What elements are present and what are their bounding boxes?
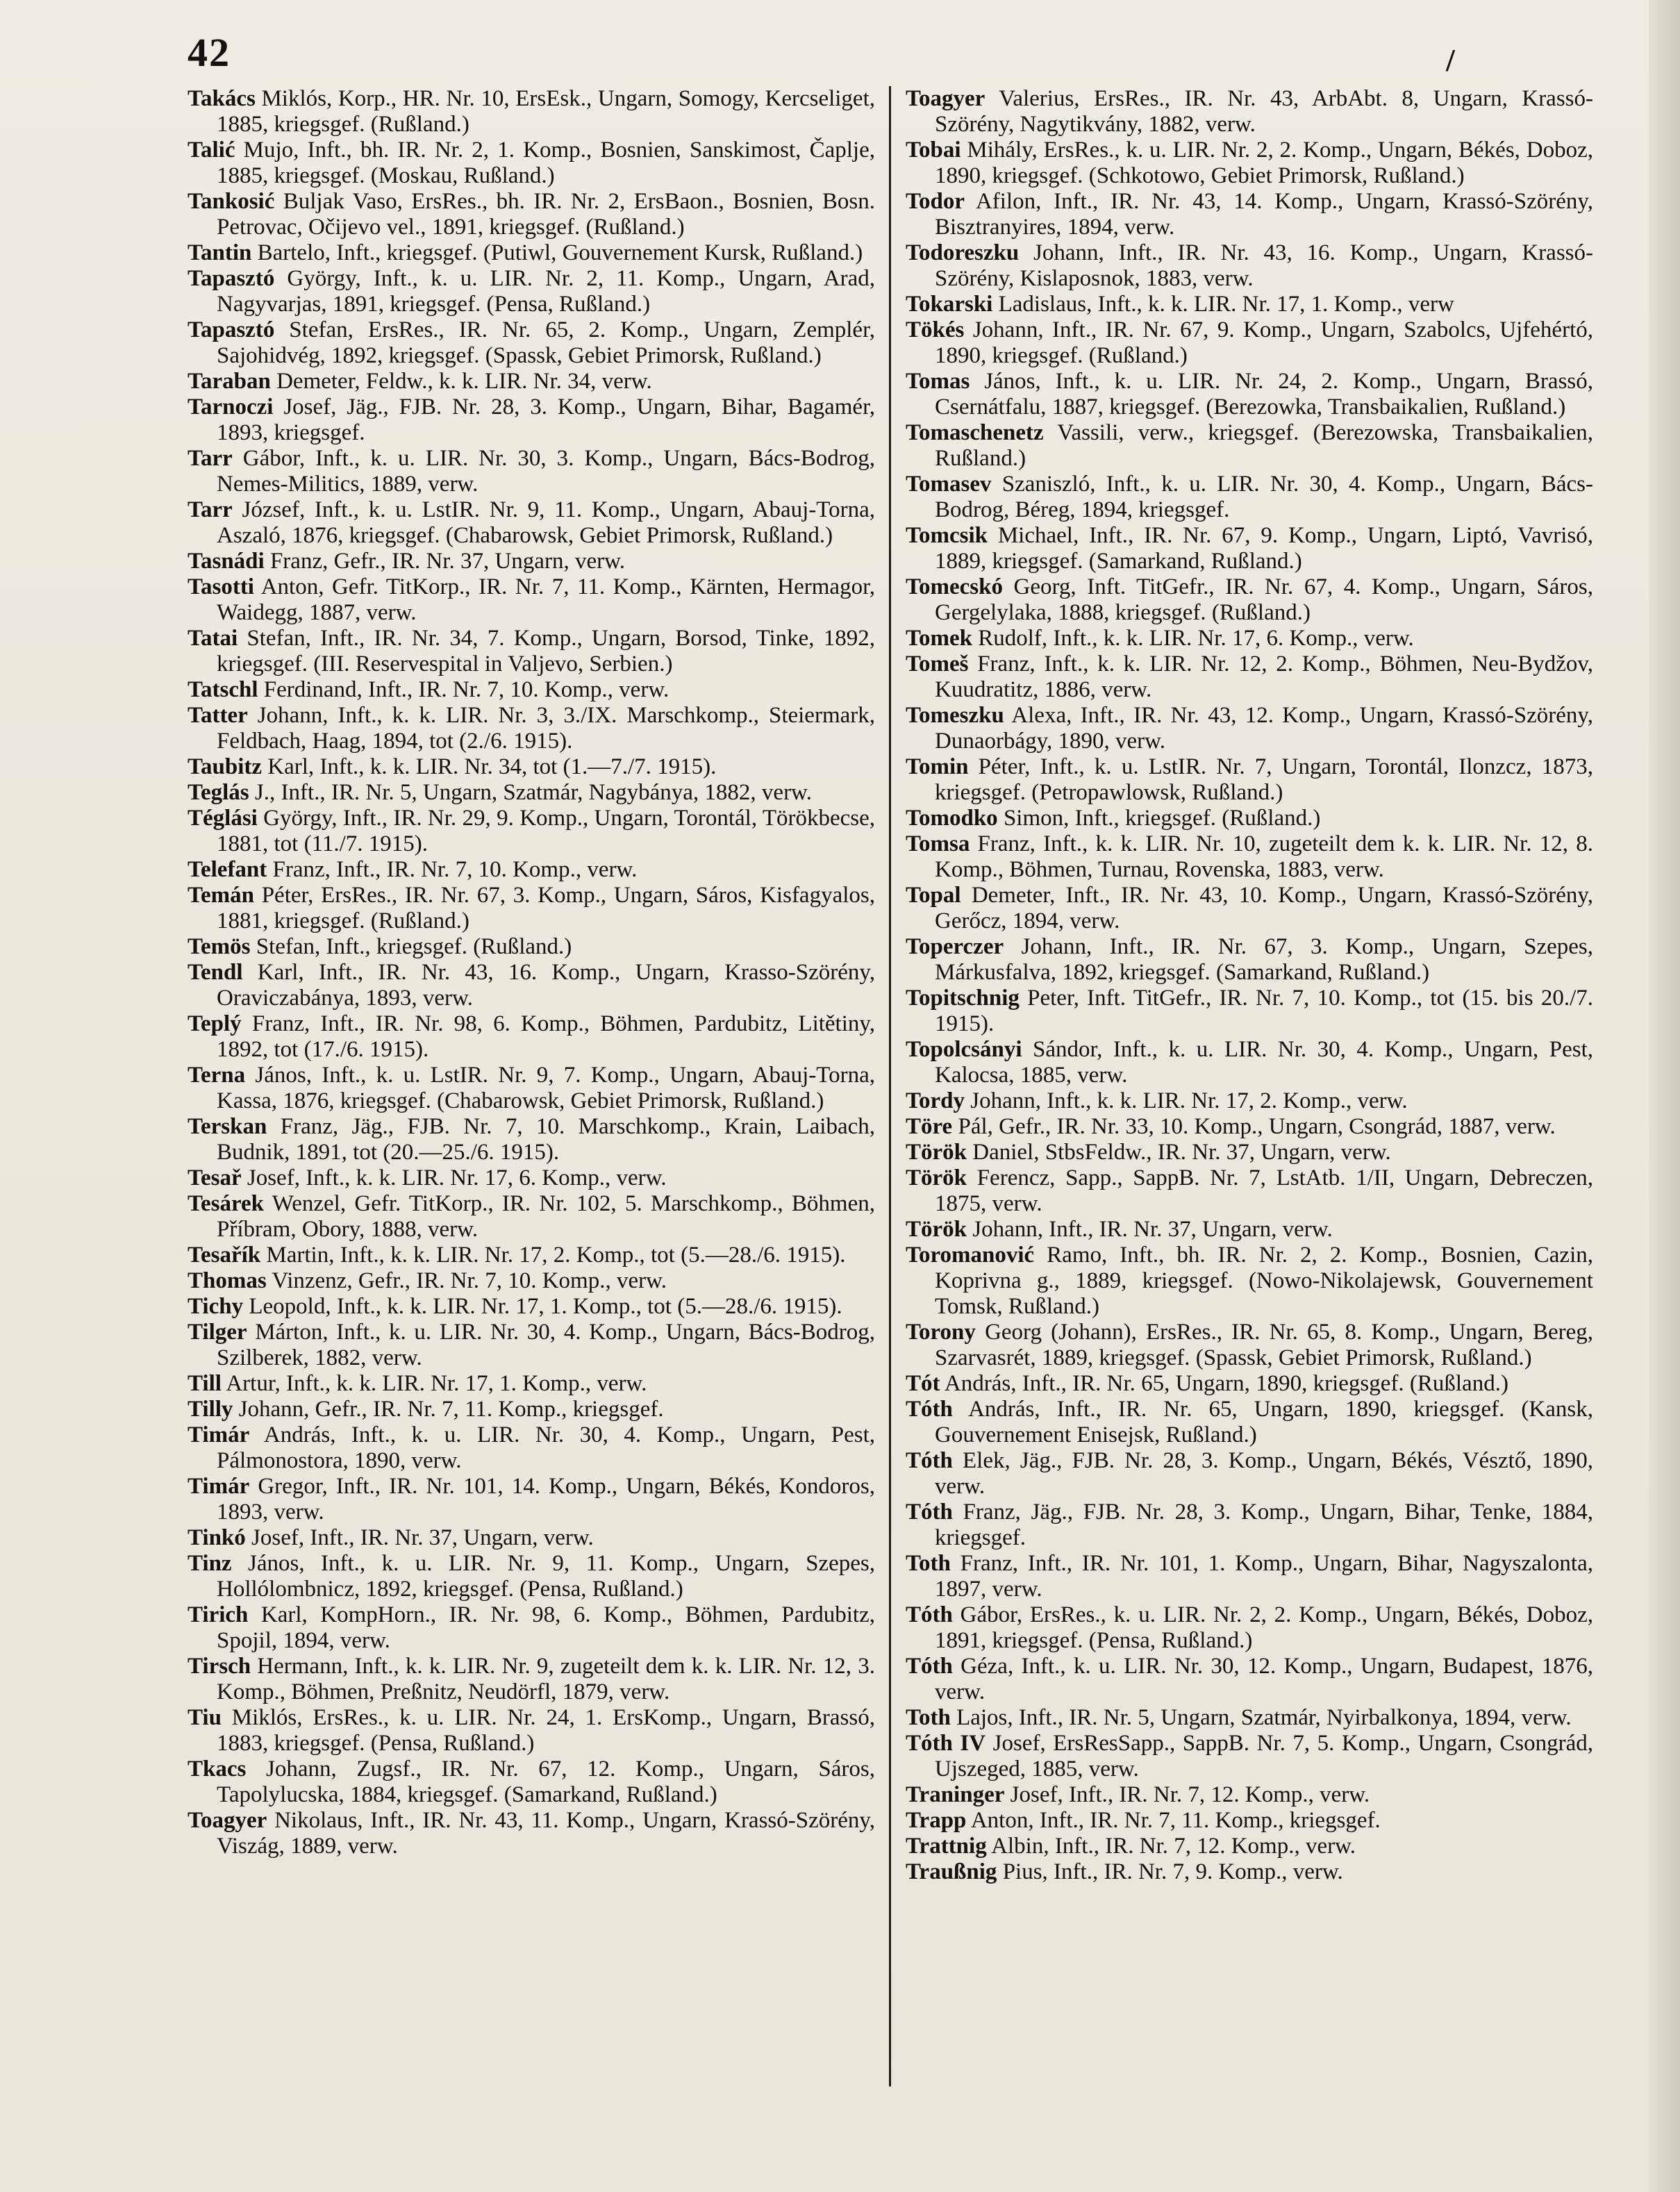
page-edge-shadow xyxy=(1649,0,1680,2192)
casualty-entry xyxy=(188,1063,875,1114)
entry-surname: Török xyxy=(906,1165,967,1190)
casualty-entry xyxy=(188,806,875,857)
entry-surname: Tomas xyxy=(906,369,970,394)
entry-details: Bartelo, Inft., kriegsgef. (Putiwl, Gouvernement Kursk, Rußland.) xyxy=(251,240,863,265)
casualty-entry xyxy=(906,1114,1593,1140)
entry-details: Stefan, ErsRes., IR. Nr. 65, 2. Komp., Ungarn, Zemplér, Sajohidvég, 1892, kriegsgef. (Spassk, Gebiet Primorsk, Rußland.) xyxy=(217,317,875,368)
entry-surname: Tomcsik xyxy=(906,523,988,548)
casualty-entry xyxy=(188,574,875,626)
entry-details: Michael, Inft., IR. Nr. 67, 9. Komp., Ungarn, Liptó, Vavrisó, 1889, kriegsgef. (Samarkand, Rußland.) xyxy=(935,523,1593,574)
casualty-entry xyxy=(906,1217,1593,1243)
entry-surname: Tomeszku xyxy=(906,703,1004,728)
casualty-entry xyxy=(906,317,1593,369)
casualty-entry xyxy=(188,1011,875,1063)
casualty-entry xyxy=(188,395,875,446)
entry-details: Szaniszló, Inft., k. u. LIR. Nr. 30, 4. Komp., Ungarn, Bács-Bodrog, Béreg, 1894, kriegsgef. xyxy=(935,472,1593,522)
entry-surname: Tóth IV xyxy=(906,1731,986,1756)
casualty-entry xyxy=(906,1320,1593,1371)
entry-surname: Topitschnig xyxy=(906,986,1020,1011)
entry-surname: Tökés xyxy=(906,317,965,342)
casualty-entry xyxy=(188,960,875,1011)
entry-surname: Tóth xyxy=(906,1500,953,1525)
casualty-entry xyxy=(188,754,875,780)
entry-surname: Téglási xyxy=(188,806,258,831)
entry-details: Karl, KompHorn., IR. Nr. 98, 6. Komp., Böhmen, Pardubitz, Spojil, 1894, verw. xyxy=(217,1602,875,1653)
entry-surname: Tinz xyxy=(188,1551,232,1576)
entry-details: Franz, Jäg., FJB. Nr. 28, 3. Komp., Ungarn, Bihar, Tenke, 1884, kriegsgef. xyxy=(935,1500,1593,1550)
casualty-entry xyxy=(188,1422,875,1474)
entry-details: Alexa, Inft., IR. Nr. 43, 12. Komp., Ungarn, Krassó-Szörény, Dunaorbágy, 1890, verw. xyxy=(935,703,1593,754)
entry-surname: Telefant xyxy=(188,857,267,882)
entry-surname: Tomek xyxy=(906,626,972,651)
entry-details: József, Inft., k. u. LstIR. Nr. 9, 11. Komp., Ungarn, Abauj-Torna, Aszaló, 1876, kriegsgef. (Chabarowsk, Gebiet Primorsk, Rußland.) xyxy=(217,497,875,548)
casualty-entry xyxy=(906,574,1593,626)
entry-details: Josef, ErsResSapp., SappB. Nr. 7, 5. Komp., Ungarn, Csongrád, Ujszeged, 1885, verw. xyxy=(935,1731,1593,1782)
entry-surname: Tomaschenetz xyxy=(906,420,1044,445)
entry-details: Miklós, ErsRes., k. u. LIR. Nr. 24, 1. ErsKomp., Ungarn, Brassó, 1883, kriegsgef. (Pensa, Rußland.) xyxy=(217,1705,875,1756)
entry-details: Hermann, Inft., k. k. LIR. Nr. 9, zugeteilt dem k. k. LIR. Nr. 12, 3. Komp., Böhmen, Preßnitz, Neudörfl, 1879, verw. xyxy=(217,1654,875,1704)
entry-details: Vinzenz, Gefr., IR. Nr. 7, 10. Komp., verw. xyxy=(266,1268,667,1293)
entry-surname: Tirich xyxy=(188,1602,249,1627)
casualty-entry xyxy=(188,497,875,549)
entry-surname: Tatai xyxy=(188,626,238,651)
casualty-entry xyxy=(188,86,875,138)
entry-details: Mujo, Inft., bh. IR. Nr. 2, 1. Komp., Bosnien, Sanskimost, Čaplje, 1885, kriegsgef. (Moskau, Rußland.) xyxy=(217,138,875,188)
entry-details: Simon, Inft., kriegsgef. (Rußland.) xyxy=(997,806,1321,831)
entry-details: Georg (Johann), ErsRes., IR. Nr. 65, 8. Komp., Ungarn, Bereg, Szarvasrét, 1889, kriegsgef. (Spassk, Gebiet Primorsk, Rußland.) xyxy=(935,1320,1593,1370)
entry-details: Franz, Inft., k. k. LIR. Nr. 12, 2. Komp., Böhmen, Neu-Bydžov, Kuudratitz, 1886, verw. xyxy=(935,651,1593,702)
entry-surname: Tokarski xyxy=(906,292,993,317)
entry-details: János, Inft., k. u. LIR. Nr. 24, 2. Komp., Ungarn, Brassó, Csernátfalu, 1887, kriegsgef. (Berezowka, Transbaikalien, Rußland.) xyxy=(935,369,1593,420)
entry-details: Vassili, verw., kriegsgef. (Berezowska, Transbaikalien, Rußland.) xyxy=(935,420,1593,471)
entry-surname: Talić xyxy=(188,138,235,163)
entry-surname: Tomin xyxy=(906,754,969,779)
casualty-entry xyxy=(188,1757,875,1808)
casualty-entry xyxy=(906,986,1593,1037)
entry-details: Karl, Inft., IR. Nr. 43, 16. Komp., Ungarn, Krasso-Szörény, Oraviczabánya, 1893, verw. xyxy=(217,960,875,1011)
casualty-entry xyxy=(906,1448,1593,1500)
entry-surname: Tobai xyxy=(906,138,961,163)
entry-details: Franz, Inft., k. k. LIR. Nr. 10, zugeteilt dem k. k. LIR. Nr. 12, 8. Komp., Böhmen, Turnau, Rovenska, 1883, verw. xyxy=(935,831,1593,882)
entry-details: Johann, Inft., k. k. LIR. Nr. 17, 2. Komp., verw. xyxy=(964,1088,1408,1113)
casualty-entry xyxy=(906,1782,1593,1808)
entry-details: Péter, Inft., k. u. LstIR. Nr. 7, Ungarn, Torontál, Ilonzcz, 1873, kriegsgef. (Petropawlowsk, Rußland.) xyxy=(935,754,1593,805)
casualty-entry xyxy=(906,420,1593,472)
entry-surname: Tirsch xyxy=(188,1654,251,1679)
casualty-entry xyxy=(188,138,875,189)
entry-surname: Takács xyxy=(188,86,256,111)
entry-surname: Tóth xyxy=(906,1602,953,1627)
entry-surname: Timár xyxy=(188,1422,250,1447)
casualty-entry xyxy=(906,651,1593,703)
entry-details: Josef, Inft., IR. Nr. 7, 12. Komp., verw. xyxy=(1004,1782,1370,1807)
casualty-entry xyxy=(188,189,875,240)
entry-details: Valerius, ErsRes., IR. Nr. 43, ArbAbt. 8, Ungarn, Krassó-Szörény, Nagytikvány, 1882, verw. xyxy=(935,86,1593,137)
entry-details: Anton, Inft., IR. Nr. 7, 11. Komp., kriegsgef. xyxy=(966,1808,1381,1833)
casualty-entry xyxy=(188,677,875,703)
casualty-entry xyxy=(188,1525,875,1551)
casualty-entry xyxy=(906,1243,1593,1320)
casualty-entry xyxy=(188,1165,875,1191)
entry-surname: Taubitz xyxy=(188,754,262,779)
entry-details: Pál, Gefr., IR. Nr. 33, 10. Komp., Ungarn, Csongrád, 1887, verw. xyxy=(952,1114,1556,1139)
entry-surname: Todor xyxy=(906,189,965,214)
casualty-entry xyxy=(906,703,1593,754)
entry-surname: Torony xyxy=(906,1320,976,1345)
entry-details: György, Inft., IR. Nr. 29, 9. Komp., Ungarn, Torontál, Törökbecse, 1881, tot (11./7. 1915). xyxy=(217,806,875,856)
entry-surname: Toperczer xyxy=(906,934,1004,959)
entry-surname: Tóth xyxy=(906,1448,953,1473)
casualty-entry xyxy=(906,883,1593,934)
casualty-entry xyxy=(906,1859,1593,1885)
entry-details: György, Inft., k. u. LIR. Nr. 2, 11. Komp., Ungarn, Arad, Nagyvarjas, 1891, kriegsgef. (Pensa, Rußland.) xyxy=(217,266,875,317)
entry-details: Johann, Inft., k. k. LIR. Nr. 3, 3./IX. Marschkomp., Steiermark, Feldbach, Haag, 1894, tot (2./6. 1915). xyxy=(217,703,875,754)
entry-details: Artur, Inft., k. k. LIR. Nr. 17, 1. Komp., verw. xyxy=(221,1371,647,1396)
left-column xyxy=(188,86,875,2142)
entry-surname: Török xyxy=(906,1140,967,1165)
entry-details: Márton, Inft., k. u. LIR. Nr. 30, 4. Komp., Ungarn, Bács-Bodrog, Szilberek, 1882, verw. xyxy=(217,1320,875,1370)
entry-surname: Taraban xyxy=(188,369,271,394)
entry-details: Stefan, Inft., kriegsgef. (Rußland.) xyxy=(250,934,572,959)
casualty-entry xyxy=(188,883,875,934)
entry-details: Karl, Inft., k. k. LIR. Nr. 34, tot (1.—7./7. 1915). xyxy=(262,754,717,779)
column-divider xyxy=(889,86,891,2086)
entry-surname: Timár xyxy=(188,1474,250,1499)
entry-details: Johann, Inft., IR. Nr. 67, 3. Komp., Ungarn, Szepes, Márkusfalva, 1892, kriegsgef. (Samarkand, Rußland.) xyxy=(935,934,1593,985)
entry-surname: Topolcsányi xyxy=(906,1037,1022,1062)
entry-surname: Teplý xyxy=(188,1011,242,1036)
casualty-entry xyxy=(906,1654,1593,1705)
casualty-entry xyxy=(188,1397,875,1422)
casualty-entry xyxy=(906,86,1593,138)
casualty-entry xyxy=(906,754,1593,806)
entry-surname: Tiu xyxy=(188,1705,222,1730)
entry-surname: Török xyxy=(906,1217,967,1242)
entry-details: Gregor, Inft., IR. Nr. 101, 14. Komp., Ungarn, Békés, Kondoros, 1893, verw. xyxy=(217,1474,875,1525)
casualty-entry xyxy=(188,857,875,883)
casualty-entry xyxy=(906,189,1593,240)
page-number: 42 xyxy=(188,30,231,75)
entry-surname: Toagyer xyxy=(188,1808,267,1833)
entry-surname: Tomeš xyxy=(906,651,969,676)
casualty-entry xyxy=(906,369,1593,420)
entry-surname: Tendl xyxy=(188,960,243,985)
entry-details: Ramo, Inft., bh. IR. Nr. 2, 2. Komp., Bosnien, Cazin, Koprivna g., 1889, kriegsgef. (Nowo-Nikolajewsk, Gouvernement Tomsk, Rußland.) xyxy=(935,1243,1593,1319)
entry-details: Leopold, Inft., k. k. LIR. Nr. 17, 1. Komp., tot (5.—28./6. 1915). xyxy=(243,1294,842,1319)
entry-surname: Tilger xyxy=(188,1320,247,1345)
casualty-entry xyxy=(906,1037,1593,1088)
entry-details: Wenzel, Gefr. TitKorp., IR. Nr. 102, 5. Marschkomp., Böhmen, Příbram, Obory, 1888, verw. xyxy=(217,1191,875,1242)
entry-surname: Tarnoczi xyxy=(188,395,274,420)
casualty-entry xyxy=(906,1731,1593,1782)
casualty-entry xyxy=(188,626,875,677)
casualty-entry xyxy=(906,523,1593,574)
casualty-entry xyxy=(188,1294,875,1320)
entry-details: Josef, Inft., IR. Nr. 37, Ungarn, verw. xyxy=(245,1525,594,1550)
casualty-entry xyxy=(906,1834,1593,1859)
entry-surname: Tesárek xyxy=(188,1191,265,1216)
entry-details: J., Inft., IR. Nr. 5, Ungarn, Szatmár, Nagybánya, 1882, verw. xyxy=(249,780,812,805)
entry-surname: Terna xyxy=(188,1063,246,1088)
entry-surname: Traußnig xyxy=(906,1859,997,1884)
entry-details: Martin, Inft., k. k. LIR. Nr. 17, 2. Komp., tot (5.—28./6. 1915). xyxy=(260,1243,846,1268)
entry-surname: Tarr xyxy=(188,497,233,522)
casualty-entry xyxy=(188,317,875,369)
entry-surname: Toagyer xyxy=(906,86,985,111)
entry-surname: Tóth xyxy=(906,1397,953,1422)
entry-surname: Tkacs xyxy=(188,1757,247,1782)
entry-surname: Tomecskó xyxy=(906,574,1003,599)
entry-details: Nikolaus, Inft., IR. Nr. 43, 11. Komp., Ungarn, Krassó-Szörény, Viszág, 1889, verw. xyxy=(217,1808,875,1859)
casualty-entry xyxy=(906,240,1593,292)
entry-details: Albin, Inft., IR. Nr. 7, 12. Komp., verw. xyxy=(986,1834,1356,1859)
entry-surname: Tapasztó xyxy=(188,266,275,291)
entry-surname: Teglás xyxy=(188,780,249,805)
casualty-entry xyxy=(188,1654,875,1705)
casualty-entry xyxy=(906,292,1593,317)
casualty-entry xyxy=(906,626,1593,651)
right-column xyxy=(906,86,1593,2142)
entry-details: Stefan, Inft., IR. Nr. 34, 7. Komp., Ungarn, Borsod, Tinke, 1892, kriegsgef. (III. Reservespital in Valjevo, Serbien.) xyxy=(217,626,875,676)
entry-surname: Topal xyxy=(906,883,961,908)
entry-details: Franz, Inft., IR. Nr. 7, 10. Komp., verw. xyxy=(267,857,638,882)
casualty-entry xyxy=(906,1705,1593,1731)
entry-details: Mihály, ErsRes., k. u. LIR. Nr. 2, 2. Komp., Ungarn, Békés, Doboz, 1890, kriegsgef. (Schkotowo, Gebiet Primorsk, Rußland.) xyxy=(935,138,1593,188)
casualty-entry xyxy=(188,1268,875,1294)
entry-details: Peter, Inft. TitGefr., IR. Nr. 7, 10. Komp., tot (15. bis 20./7. 1915). xyxy=(935,986,1593,1036)
entry-details: Johann, Inft., IR. Nr. 43, 16. Komp., Ungarn, Krassó-Szörény, Kislaposnok, 1883, verw. xyxy=(935,240,1593,291)
entry-details: Miklós, Korp., HR. Nr. 10, ErsEsk., Ungarn, Somogy, Kercseliget, 1885, kriegsgef. (Rußland.) xyxy=(217,86,875,137)
casualty-entry xyxy=(188,1474,875,1525)
entry-surname: Temán xyxy=(188,883,254,908)
entry-surname: Trattnig xyxy=(906,1834,987,1859)
entry-surname: Tomodko xyxy=(906,806,998,831)
entry-surname: Tasotti xyxy=(188,574,254,599)
casualty-entry xyxy=(906,472,1593,523)
entry-surname: Traninger xyxy=(906,1782,1005,1807)
entry-details: Franz, Inft., IR. Nr. 98, 6. Komp., Böhmen, Pardubitz, Litětiny, 1892, tot (17./6. 1915). xyxy=(217,1011,875,1062)
casualty-entry xyxy=(188,1114,875,1165)
entry-surname: Tichy xyxy=(188,1294,244,1319)
entry-surname: Tasnádi xyxy=(188,549,265,574)
casualty-entry xyxy=(188,703,875,754)
entry-details: Josef, Inft., k. k. LIR. Nr. 17, 6. Komp., verw. xyxy=(241,1165,667,1190)
entry-details: Pius, Inft., IR. Nr. 7, 9. Komp., verw. xyxy=(997,1859,1343,1884)
entry-surname: Terskan xyxy=(188,1114,267,1139)
entry-details: Buljak Vaso, ErsRes., bh. IR. Nr. 2, ErsBaon., Bosnien, Bosn. Petrovac, Očijevo vel., 1891, kriegsgef. (Rußland.) xyxy=(217,189,875,240)
entry-surname: Todoreszku xyxy=(906,240,1020,265)
casualty-entry xyxy=(188,1371,875,1397)
casualty-entry xyxy=(906,1165,1593,1217)
entry-surname: Toth xyxy=(906,1551,951,1576)
entry-details: Demeter, Inft., IR. Nr. 43, 10. Komp., Ungarn, Krassó-Szörény, Gerőcz, 1894, verw. xyxy=(935,883,1593,933)
entry-details: Franz, Jäg., FJB. Nr. 7, 10. Marschkomp., Krain, Laibach, Budnik, 1891, tot (20.—25./6. 1915). xyxy=(217,1114,875,1165)
casualty-entry xyxy=(188,1551,875,1602)
entry-surname: Tóth xyxy=(906,1654,953,1679)
casualty-entry xyxy=(188,240,875,266)
entry-details: Ferdinand, Inft., IR. Nr. 7, 10. Komp., verw. xyxy=(258,677,669,702)
entry-surname: Till xyxy=(188,1371,222,1396)
entry-details: Franz, Inft., IR. Nr. 101, 1. Komp., Ungarn, Bihar, Nagyszalonta, 1897, verw. xyxy=(935,1551,1593,1602)
entry-surname: Tinkó xyxy=(188,1525,246,1550)
entry-details: Rudolf, Inft., k. k. LIR. Nr. 17, 6. Komp., verw. xyxy=(972,626,1414,651)
entry-details: Sándor, Inft., k. u. LIR. Nr. 30, 4. Komp., Ungarn, Pest, Kalocsa, 1885, verw. xyxy=(935,1037,1593,1088)
entry-details: Lajos, Inft., IR. Nr. 5, Ungarn, Szatmár, Nyirbalkonya, 1894, verw. xyxy=(950,1705,1572,1730)
entry-details: János, Inft., k. u. LIR. Nr. 9, 11. Komp., Ungarn, Szepes, Hollólombnicz, 1892, kriegsgef. (Pensa, Rußland.) xyxy=(217,1551,875,1602)
entry-details: Georg, Inft. TitGefr., IR. Nr. 67, 4. Komp., Ungarn, Sáros, Gergelylaka, 1888, kriegsgef. (Rußland.) xyxy=(935,574,1593,625)
entry-details: Ladislaus, Inft., k. k. LIR. Nr. 17, 1. Komp., verw xyxy=(992,292,1454,317)
casualty-entry xyxy=(906,1551,1593,1602)
entry-surname: Toromanović xyxy=(906,1243,1035,1268)
casualty-entry xyxy=(188,446,875,497)
entry-details: Géza, Inft., k. u. LIR. Nr. 30, 12. Komp., Ungarn, Budapest, 1876, verw. xyxy=(935,1654,1593,1704)
entry-surname: Tesařík xyxy=(188,1243,261,1268)
casualty-entry xyxy=(906,1602,1593,1654)
entry-details: Elek, Jäg., FJB. Nr. 28, 3. Komp., Ungarn, Békés, Vésztő, 1890, verw. xyxy=(935,1448,1593,1499)
entry-surname: Töre xyxy=(906,1114,953,1139)
entry-surname: Tót xyxy=(906,1371,940,1396)
casualty-entry xyxy=(188,1705,875,1757)
casualty-entry xyxy=(906,1808,1593,1834)
entry-details: Ferencz, Sapp., SappB. Nr. 7, LstAtb. 1/II, Ungarn, Debreczen, 1875, verw. xyxy=(935,1165,1593,1216)
casualty-entry xyxy=(188,266,875,317)
entry-surname: Tatschl xyxy=(188,677,258,702)
casualty-entry xyxy=(906,1500,1593,1551)
entry-surname: Tapasztó xyxy=(188,317,275,342)
casualty-entry xyxy=(188,1320,875,1371)
casualty-entry xyxy=(906,138,1593,189)
entry-surname: Tankosić xyxy=(188,189,275,214)
entry-surname: Tomsa xyxy=(906,831,970,856)
entry-details: András, Inft., IR. Nr. 65, Ungarn, 1890, kriegsgef. (Rußland.) xyxy=(940,1371,1508,1396)
casualty-entry xyxy=(188,549,875,574)
casualty-entry xyxy=(188,780,875,806)
entry-surname: Toth xyxy=(906,1705,951,1730)
entry-details: Josef, Jäg., FJB. Nr. 28, 3. Komp., Ungarn, Bihar, Bagamér, 1893, kriegsgef. xyxy=(217,395,875,445)
entry-details: Afilon, Inft., IR. Nr. 43, 14. Komp., Ungarn, Krassó-Szörény, Bisztranyires, 1894, verw. xyxy=(935,189,1593,240)
casualty-entry xyxy=(188,1602,875,1654)
margin-mark: / xyxy=(1446,42,1455,78)
casualty-entry xyxy=(188,369,875,395)
casualty-entry xyxy=(906,934,1593,986)
entry-details: Anton, Gefr. TitKorp., IR. Nr. 7, 11. Komp., Kärnten, Hermagor, Waidegg, 1887, verw. xyxy=(217,574,875,625)
entry-surname: Tilly xyxy=(188,1397,233,1422)
casualty-entry xyxy=(906,1088,1593,1114)
entry-details: András, Inft., k. u. LIR. Nr. 30, 4. Komp., Ungarn, Pest, Pálmonostora, 1890, verw. xyxy=(217,1422,875,1473)
entry-details: Johann, Zugsf., IR. Nr. 67, 12. Komp., Ungarn, Sáros, Tapolylucska, 1884, kriegsgef. (Samarkand, Rußland.) xyxy=(217,1757,875,1807)
casualty-entry xyxy=(906,1371,1593,1397)
entry-surname: Tantin xyxy=(188,240,252,265)
entry-surname: Trapp xyxy=(906,1808,967,1833)
entry-surname: Tomasev xyxy=(906,472,992,497)
entry-surname: Tordy xyxy=(906,1088,965,1113)
casualty-entry xyxy=(188,1243,875,1268)
casualty-entry xyxy=(906,1140,1593,1165)
casualty-entry xyxy=(188,1808,875,1859)
entry-surname: Temös xyxy=(188,934,251,959)
entry-surname: Thomas xyxy=(188,1268,267,1293)
entry-surname: Tarr xyxy=(188,446,233,471)
entry-details: Daniel, StbsFeldw., IR. Nr. 37, Ungarn, verw. xyxy=(967,1140,1391,1165)
casualty-entry xyxy=(906,806,1593,831)
entry-details: Franz, Gefr., IR. Nr. 37, Ungarn, verw. xyxy=(264,549,626,574)
entry-details: Johann, Inft., IR. Nr. 37, Ungarn, verw. xyxy=(967,1217,1333,1242)
entry-details: Gábor, ErsRes., k. u. LIR. Nr. 2, 2. Komp., Ungarn, Békés, Doboz, 1891, kriegsgef. (Pensa, Rußland.) xyxy=(935,1602,1593,1653)
entry-details: Péter, ErsRes., IR. Nr. 67, 3. Komp., Ungarn, Sáros, Kisfagyalos, 1881, kriegsgef. (Rußland.) xyxy=(217,883,875,933)
entry-details: Johann, Gefr., IR. Nr. 7, 11. Komp., kriegsgef. xyxy=(233,1397,664,1422)
casualty-entry xyxy=(906,831,1593,883)
entry-surname: Tatter xyxy=(188,703,248,728)
entry-surname: Tesař xyxy=(188,1165,242,1190)
casualty-entry xyxy=(906,1397,1593,1448)
entry-details: Gábor, Inft., k. u. LIR. Nr. 30, 3. Komp., Ungarn, Bács-Bodrog, Nemes-Militics, 1889, verw. xyxy=(217,446,875,497)
entry-details: János, Inft., k. u. LstIR. Nr. 9, 7. Komp., Ungarn, Abauj-Torna, Kassa, 1876, kriegsgef. (Chabarowsk, Gebiet Primorsk, Rußland.) xyxy=(217,1063,875,1113)
casualty-entry xyxy=(188,1191,875,1243)
entry-details: Johann, Inft., IR. Nr. 67, 9. Komp., Ungarn, Szabolcs, Ujfehértó, 1890, kriegsgef. (Rußland.) xyxy=(935,317,1593,368)
entry-details: András, Inft., IR. Nr. 65, Ungarn, 1890, kriegsgef. (Kansk, Gouvernement Enisejsk, Rußland.) xyxy=(935,1397,1593,1447)
casualty-entry xyxy=(188,934,875,960)
entry-details: Demeter, Feldw., k. k. LIR. Nr. 34, verw. xyxy=(270,369,652,394)
